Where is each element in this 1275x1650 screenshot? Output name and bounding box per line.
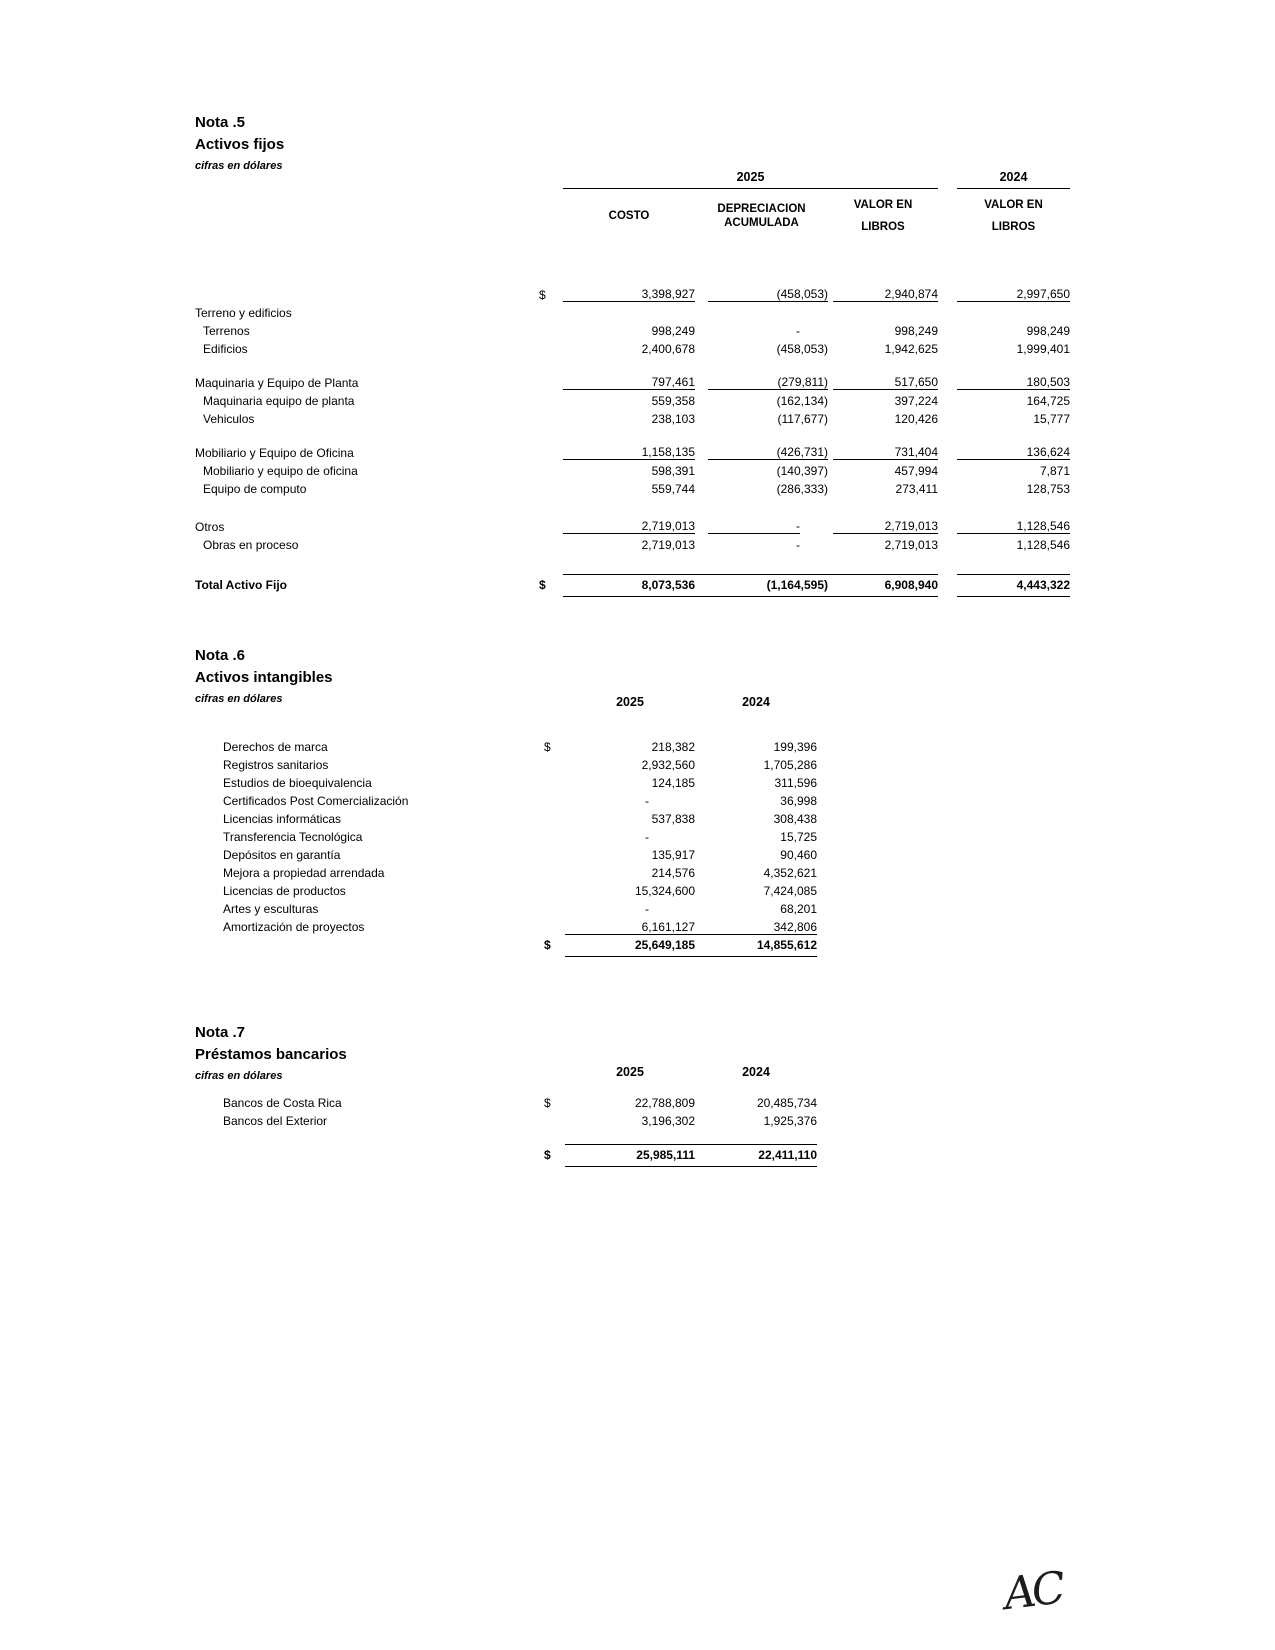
amount-2024: 68,201 (780, 902, 817, 916)
amount-2025: 3,196,302 (641, 1114, 695, 1128)
amount-depreciacion: (279,811) (695, 372, 828, 390)
table-row (195, 790, 817, 808)
table-row (195, 826, 817, 844)
amount-2024: 20,485,734 (756, 1096, 817, 1110)
row-label: Transferencia Tecnológica (223, 830, 363, 844)
table-row (195, 808, 817, 826)
year-header-2025: 2025 (563, 164, 938, 188)
amount-valor-2024: 998,249 (1026, 324, 1071, 338)
amount-2025: - (645, 794, 649, 808)
row-label: Terrenos (203, 324, 250, 338)
amount-2024: 15,725 (780, 830, 817, 844)
amount-2025: - (645, 902, 649, 916)
currency-symbol: $ (544, 1148, 551, 1162)
amount-depreciacion: - (796, 538, 800, 552)
amount-valor-2024: 15,777 (1033, 412, 1071, 426)
total-2024: 14,855,612 (695, 934, 817, 956)
row-label: Amortización de proyectos (223, 920, 365, 934)
year-header-2025: 2025 (616, 1065, 644, 1079)
amount-2025: 2,932,560 (641, 758, 695, 772)
amount-costo: 2,719,013 (563, 516, 695, 534)
currency-symbol: $ (544, 1096, 551, 1110)
nota5-subtitle: Activos fijos (195, 136, 285, 153)
nota6-subtitle: Activos intangibles (195, 669, 333, 686)
amount-valor-2025: 273,411 (895, 482, 939, 496)
row-label: Edificios (203, 342, 248, 356)
amount-valor-2024: 2,997,650 (957, 284, 1070, 302)
nota7-unit-note: cifras en dólares (195, 1070, 283, 1082)
table-row (195, 736, 817, 754)
total-row (195, 1144, 817, 1166)
amount-valor-2024: 164,725 (1026, 394, 1071, 408)
column-header-row (195, 188, 1070, 244)
table-row (195, 844, 817, 862)
row-label: Maquinaria equipo de planta (203, 394, 355, 408)
amount-valor-2025: 2,719,013 (884, 538, 939, 552)
amount-valor-2025: 1,942,625 (884, 342, 939, 356)
currency-symbol: $ (544, 740, 551, 754)
row-label: Maquinaria y Equipo de Planta (195, 376, 359, 390)
nota7-subtitle: Préstamos bancarios (195, 1046, 347, 1063)
nota5-title: Nota .5 (195, 114, 246, 131)
total-valor-2025: 6,908,940 (828, 574, 938, 596)
column-header-valor-2024: VALOR EN LIBROS (984, 198, 1043, 233)
total-row (195, 934, 817, 956)
total-valor-2024: 4,443,322 (957, 574, 1070, 596)
amount-depreciacion: (286,333) (776, 482, 828, 496)
total-2025: 25,985,111 (565, 1144, 695, 1166)
table-row (195, 442, 1070, 460)
amount-costo: 559,358 (651, 394, 695, 408)
table-row (195, 338, 1070, 356)
table-row (195, 862, 817, 880)
amount-costo: 238,103 (651, 412, 695, 426)
amount-valor-2025: 517,650 (828, 372, 938, 390)
amount-2025: 218,382 (651, 740, 695, 754)
amount-2025: - (645, 830, 649, 844)
row-label: Terreno y edificios (195, 306, 292, 320)
amount-2024: 4,352,621 (763, 866, 817, 880)
total-costo: 8,073,536 (563, 574, 695, 596)
amount-2024: 36,998 (780, 794, 817, 808)
row-label: Bancos del Exterior (223, 1114, 328, 1128)
table-row (195, 302, 1070, 320)
row-label: Certificados Post Comercialización (223, 794, 409, 808)
amount-valor-2025: 120,426 (894, 412, 939, 426)
amount-2025: 135,917 (651, 848, 695, 862)
fixed-assets-table (195, 164, 1070, 597)
amount-depreciacion: - (695, 516, 828, 534)
table-row (195, 772, 817, 790)
table-row (195, 284, 1070, 302)
amount-costo: 559,744 (651, 482, 695, 496)
amount-depreciacion: (458,053) (776, 342, 828, 356)
table-row (195, 390, 1070, 408)
row-label: Licencias de productos (223, 884, 346, 898)
row-label: Bancos de Costa Rica (223, 1096, 342, 1110)
table-row (195, 372, 1070, 390)
year-header-2024: 2024 (957, 164, 1070, 188)
currency-symbol: $ (539, 578, 546, 592)
intangible-assets-table (195, 688, 817, 957)
amount-costo: 2,719,013 (641, 538, 695, 552)
year-header-2025: 2025 (616, 695, 644, 709)
total-depreciacion: (1,164,595) (695, 574, 828, 596)
table-row (195, 754, 817, 772)
amount-valor-2024: 1,128,546 (1016, 538, 1071, 552)
year-header-row (195, 164, 1070, 188)
row-label: Derechos de marca (223, 740, 328, 754)
table-row (195, 408, 1070, 426)
column-header-valor-2025: VALOR EN LIBROS (853, 198, 913, 233)
amount-2024: 342,806 (773, 919, 817, 934)
amount-2024: 308,438 (773, 812, 817, 826)
nota6-title: Nota .6 (195, 647, 246, 664)
amount-depreciacion: (117,677) (777, 412, 828, 426)
amount-costo: 998,249 (651, 324, 695, 338)
year-header-row (195, 1058, 817, 1082)
table-row (195, 320, 1070, 338)
amount-depreciacion: (458,053) (695, 284, 828, 302)
table-row (195, 460, 1070, 478)
nota6-unit-note: cifras en dólares (195, 693, 283, 705)
amount-valor-2025: 457,994 (894, 464, 939, 478)
amount-2025: 6,161,127 (641, 919, 695, 934)
table-row (195, 534, 1070, 552)
currency-symbol: $ (539, 288, 546, 302)
amount-costo: 1,158,135 (563, 442, 695, 460)
amount-depreciacion: (426,731) (695, 442, 828, 460)
total-2024: 22,411,110 (695, 1144, 817, 1166)
nota7-title: Nota .7 (195, 1024, 246, 1041)
amount-2024: 90,460 (780, 848, 817, 862)
table-row (195, 898, 817, 916)
row-label: Mobiliario y equipo de oficina (203, 464, 358, 478)
amount-valor-2024: 1,128,546 (957, 516, 1070, 534)
amount-valor-2025: 2,719,013 (828, 516, 938, 534)
table-row (195, 478, 1070, 496)
bank-loans-table (195, 1058, 817, 1167)
row-label: Registros sanitarios (223, 758, 329, 772)
column-header-costo: COSTO (608, 210, 650, 223)
row-label: Mobiliario y Equipo de Oficina (195, 446, 354, 460)
amount-valor-2024: 180,503 (957, 372, 1070, 390)
row-label: Licencias informáticas (223, 812, 342, 826)
amount-valor-2025: 397,224 (894, 394, 939, 408)
amount-depreciacion: (162,134) (776, 394, 828, 408)
row-label: Obras en proceso (203, 538, 299, 552)
amount-2025: 537,838 (651, 812, 695, 826)
column-header-depreciacion: DEPRECIACION ACUMULADA (717, 203, 806, 230)
table-row (195, 1092, 817, 1110)
amount-2024: 1,925,376 (763, 1114, 817, 1128)
amount-2024: 7,424,085 (763, 884, 817, 898)
row-label: Artes y esculturas (223, 902, 319, 916)
total-row (195, 574, 1070, 596)
amount-valor-2025: 731,404 (828, 442, 938, 460)
amount-2025: 124,185 (651, 776, 695, 790)
year-header-2024: 2024 (742, 1065, 770, 1079)
row-label: Vehiculos (203, 412, 255, 426)
total-label: Total Activo Fijo (195, 578, 287, 592)
amount-costo: 598,391 (651, 464, 695, 478)
amount-costo: 2,400,678 (641, 342, 695, 356)
row-label: Mejora a propiedad arrendada (223, 866, 385, 880)
amount-2025: 22,788,809 (634, 1096, 695, 1110)
amount-2025: 214,576 (651, 866, 695, 880)
row-label: Depósitos en garantía (223, 848, 341, 862)
currency-symbol: $ (544, 938, 551, 952)
year-header-row (195, 688, 817, 712)
amount-depreciacion: (140,397) (776, 464, 828, 478)
table-row (195, 916, 817, 934)
amount-valor-2024: 128,753 (1026, 482, 1071, 496)
row-label: Estudios de bioequivalencia (223, 776, 372, 790)
amount-2024: 311,596 (774, 776, 817, 790)
total-2025: 25,649,185 (565, 934, 695, 956)
table-row (195, 1110, 817, 1128)
amount-costo: 797,461 (563, 372, 695, 390)
amount-valor-2024: 1,999,401 (1016, 342, 1071, 356)
table-row (195, 516, 1070, 534)
amount-valor-2024: 136,624 (957, 442, 1070, 460)
year-header-2024: 2024 (742, 695, 770, 709)
nota5-unit-note: cifras en dólares (195, 160, 283, 172)
signature-initials: AC (1001, 1562, 1065, 1621)
amount-depreciacion: - (796, 324, 800, 338)
amount-valor-2024: 7,871 (1039, 464, 1071, 478)
row-label (195, 284, 535, 302)
amount-2025: 15,324,600 (634, 884, 695, 898)
amount-2024: 199,396 (773, 740, 817, 754)
row-label: Equipo de computo (203, 482, 307, 496)
row-label: Otros (195, 520, 225, 534)
amount-valor-2025: 998,249 (894, 324, 939, 338)
amount-2024: 1,705,286 (763, 758, 817, 772)
table-row (195, 880, 817, 898)
amount-valor-2025: 2,940,874 (828, 284, 938, 302)
amount-costo: 3,398,927 (563, 284, 695, 302)
